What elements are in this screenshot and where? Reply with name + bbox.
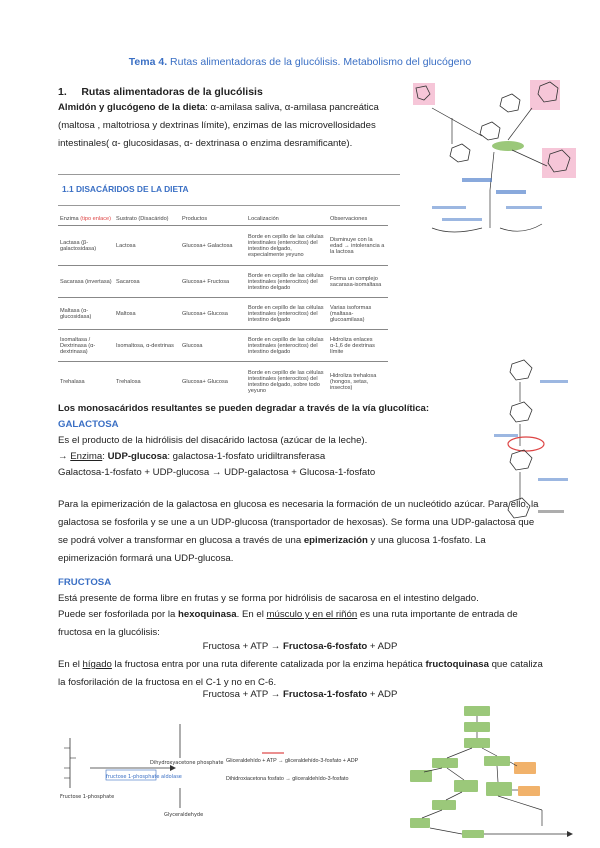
disaccharide-table	[58, 213, 388, 402]
table-row	[58, 226, 388, 266]
section-heading: 1. Rutas alimentadoras de la glucólisis	[58, 86, 263, 98]
table-header-row	[58, 213, 388, 226]
table-cell: Glucosa	[180, 330, 246, 362]
table-cell: Isomaltosa, α-dextrinas	[114, 330, 180, 362]
table-cell: Trehalasa	[58, 362, 114, 402]
page-title	[0, 56, 600, 68]
table-cell: Hidroliza trehalosa (hongos, setas, insectos)	[328, 362, 388, 402]
fig-label-fructose-1p: Fructose 1-phosphate	[60, 794, 115, 800]
table-cell: Borde en cepillo de las células intestinales (enterocitos) del intestino delgado	[246, 266, 328, 298]
table-cell: Isomaltasa / Dextrinasa (α-dextrinasa)	[58, 330, 114, 362]
fructosa-line1: Está presente de forma libre en frutas y se forma por hidrólisis de sacarosa en el intestino delgado.	[58, 593, 479, 604]
intro-bold: Almidón y glucógeno de la dieta	[58, 102, 206, 113]
table-row	[58, 298, 388, 330]
table-row	[58, 362, 388, 402]
fig-label-dhap: Dihydroxyacetone phosphate	[150, 760, 224, 766]
galactose-pathway-figure	[490, 350, 585, 535]
fructosa-line2: Puede ser fosforilada por la hexoquinasa. En el músculo y en el riñón es una ruta importante de entrada de fructosa en la glucólisis:	[58, 609, 518, 638]
mono-heading: Los monosacáridos resultantes se pueden degradar a través de la vía glucolítica:	[58, 403, 430, 414]
fructosa-reaction2: Fructosa + ATP → Fructosa-1-fosfato + ADP	[202, 689, 398, 700]
glycogen-pathway-figure	[412, 78, 587, 238]
intro-paragraph	[58, 99, 393, 153]
fructose-aldolase-figure	[60, 718, 224, 818]
fructosa-title: FRUCTOSA	[58, 577, 112, 588]
fructosa-reaction1: Fructosa + ATP → Fructosa-6-fosfato + ADP	[202, 641, 398, 652]
table-cell: Borde en cepillo de las células intestinales (enterocitos) del intestino delgado	[246, 298, 328, 330]
galactosa-enzyme: → Enzima: UDP-glucosa: galactosa-1-fosfato uridiltransferasa	[58, 451, 326, 462]
fructose-liver-flowchart	[402, 700, 587, 845]
glucose-box	[530, 80, 560, 110]
table-cell: Disminuye con la edad → intolerancia a la lactosa	[328, 226, 388, 266]
galactosa-title: GALACTOSA	[58, 419, 119, 430]
table-header: Observaciones	[328, 213, 388, 226]
table-row	[58, 330, 388, 362]
fig-label-enzyme: fructose 1-phosphate aldolase	[106, 774, 182, 780]
table-cell: Borde en cepillo de las células intestinales (enterocitos) del intestino delgado	[246, 330, 328, 362]
intro-rest: : α-amilasa saliva, α-amilasa pancreática (maltosa , maltotriosa y dextrinas límite), enzimas de las microvellosidades intestinales( α- glucosidasas, α- dextrinasa o enzima desramificante).	[58, 102, 379, 149]
table-cell: Sacarosa	[114, 266, 180, 298]
tema-title: Rutas alimentadoras de la glucólisis. Metabolismo del glucógeno	[170, 56, 472, 68]
galactosa-reaction: Galactosa-1-fosfato + UDP-glucosa → UDP-galactosa + Glucosa-1-fosfato	[58, 467, 376, 478]
table-header: Enzima (tipo enlace)	[58, 213, 114, 226]
table-cell: Lactasa (β-galactosidasa)	[58, 226, 114, 266]
table-cell: Hidroliza enlaces α-1,6 de dextrinas límite	[328, 330, 388, 362]
bottom-reaction1: Gliceraldehído + ATP → gliceraldehído-3-fosfato + ADP	[226, 758, 359, 764]
table-header: Localización	[246, 213, 328, 226]
galactose-box	[542, 148, 576, 178]
bottom-reaction2: Dihidroxiacetona fosfato → gliceraldehído-3-fosfato	[226, 776, 349, 782]
table-cell: Forma un complejo sacarasa-isomaltasa	[328, 266, 388, 298]
table-cell: Glucosa+ Fructosa	[180, 266, 246, 298]
tema-label: Tema 4.	[128, 56, 168, 68]
table-cell: Glucosa+ Glucosa	[180, 362, 246, 402]
table-cell: Trehalosa	[114, 362, 180, 402]
table-cell: Maltosa	[114, 298, 180, 330]
table-cell: Varias isoformas (maltasa-glucoamilasa)	[328, 298, 388, 330]
galactosa-paragraph: Para la epimerización de la galactosa en glucosa es necesaria la formación de un nucleótido azúcar. Para ello, la galactosa se fosforila y se une a un UDP-glucosa (transportador de hexosas). Se forma una UDP-galactosa que se podrá volver a transformar en glucosa a través de una epimerización y una glucosa 1-fosfato. La epimerización formará una UDP-glucosa.	[58, 499, 539, 564]
subsection-title: 1.1 DISACÁRIDOS DE LA DIETA	[62, 184, 189, 194]
table-row	[58, 266, 388, 298]
table-cell: Sacarasa (invertasa)	[58, 266, 114, 298]
table-cell: Borde en cepillo de las células intestinales (enterocitos) del intestino delgado, sobre todo yeyuno	[246, 362, 328, 402]
divider	[58, 205, 400, 206]
table-cell: Maltasa (α-glucosidasa)	[58, 298, 114, 330]
fructosa-line3: En el hígado la fructosa entra por una ruta diferente catalizada por la enzima hepática fructoquinasa que cataliza la fosforilación de la fructosa en el C-1 y no en C-6.	[58, 659, 543, 688]
annotation-mark	[262, 752, 284, 754]
galactosa-line: Es el producto de la hidrólisis del disacárido lactosa (azúcar de la leche).	[58, 435, 368, 446]
table-cell: Lactosa	[114, 226, 180, 266]
divider	[58, 174, 400, 175]
table-header: Productos	[180, 213, 246, 226]
fig-label-glyceraldehyde: Glyceraldehyde	[164, 812, 204, 818]
table-cell: Glucosa+ Galactosa	[180, 226, 246, 266]
table-header: Sustrato (Disacárido)	[114, 213, 180, 226]
table-cell: Borde en cepillo de las células intestinales (enterocitos) del intestino delgado, especialmente yeyuno	[246, 226, 328, 266]
table-cell: Glucosa+ Glucosa	[180, 298, 246, 330]
